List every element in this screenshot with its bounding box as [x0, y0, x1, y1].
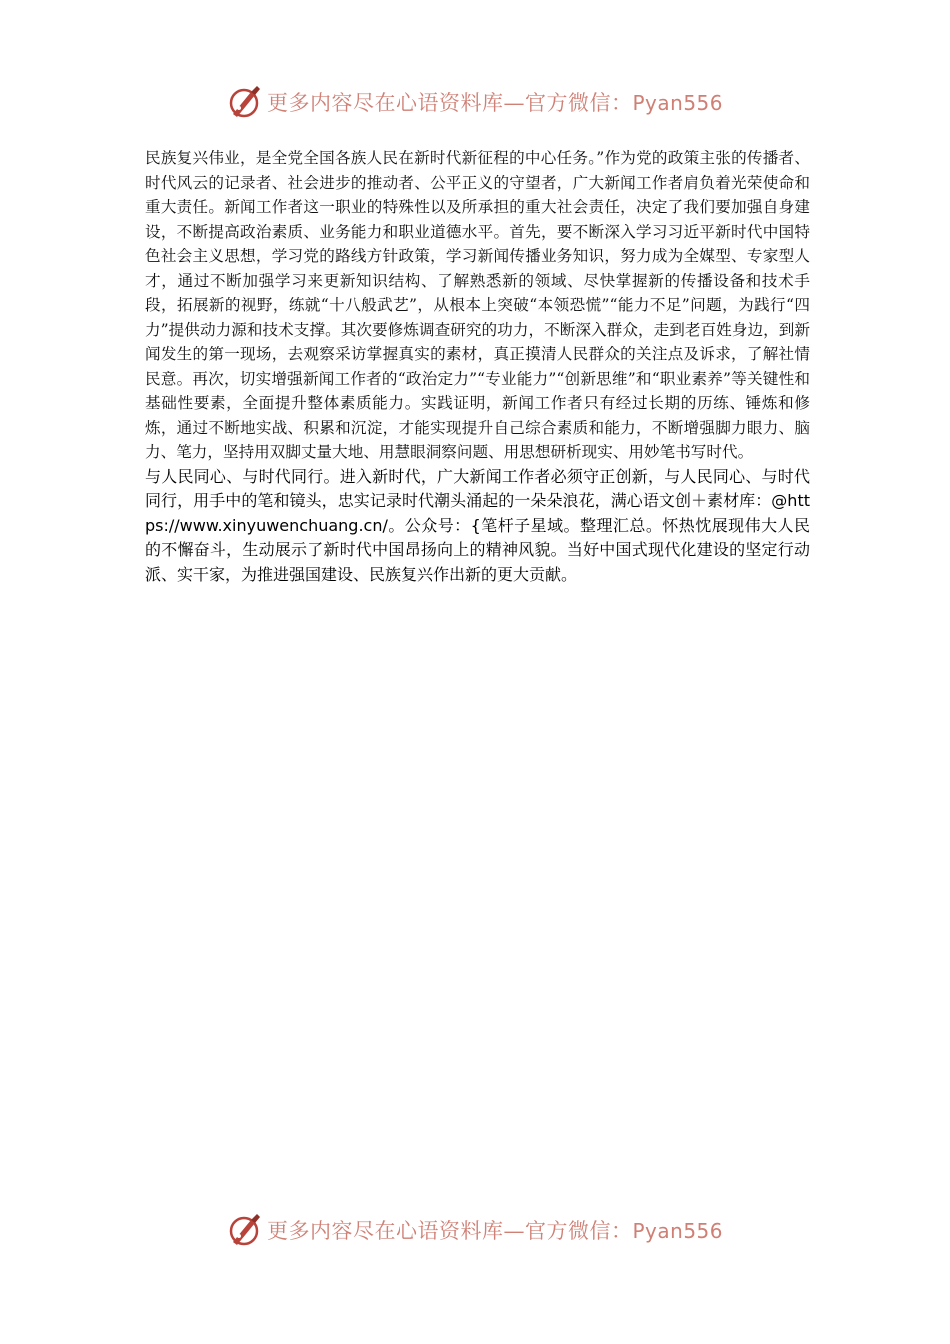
header-watermark-text: [267, 87, 723, 117]
footer-watermark-banner: [0, 1210, 950, 1250]
header-watermark-banner: [0, 82, 950, 122]
header-watermark-id: Pyan556: [632, 91, 723, 115]
footer-watermark-cn: 更多内容尽在心语资料库—官方微信：: [266, 1219, 633, 1243]
body-paragraph-1: 民族复兴伟业，是全党全国各族人民在新时代新征程的中心任务。”作为党的政策主张的传播者、时代风云的记录者、社会进步的推动者、公平正义的守望者，广大新闻工作者肩负着光荣使命和重大责任。新闻工作者这一职业的特殊性以及所承担的重大社会责任，决定了我们要加强自身建设，不断提高政治素质、业务能力和职业道德水平。首先，要不断深入学习习近平新时代中国特色社会主义思想，学习党的路线方针政策，学习新闻传播业务知识，努力成为全媒型、专家型人才，通过不断加强学习来更新知识结构、了解熟悉新的领域、尽快掌握新的传播设备和技术手段，拓展新的视野，练就“十八般武艺”，从根本上突破“本领恐慌”“能力不足”问题，为践行“四力”提供动力源和技术支撑。其次要修炼调查研究的功力，不断深入群众，走到老百姓身边，到新闻发生的第一现场，去观察采访掌握真实的素材，真正摸清人民群众的关注点及诉求，了解社情民意。再次，切实增强新闻工作者的“政治定力”“专业能力”“创新思维”和“职业素养”等关键性和基础性要素，全面提升整体素质能力。实践证明，新闻工作者只有经过长期的历练、锤炼和修炼，通过不断地实战、积累和沉淀，才能实现提升自己综合素质和能力，不断增强脚力眼力、脑力、笔力，坚持用双脚丈量大地、用慧眼洞察问题、用思想研析现实、用妙笔书写时代。: [145, 149, 810, 461]
footer-watermark-text: [267, 1215, 723, 1245]
document-body: [145, 146, 810, 587]
body-paragraph-2: 与人民同心、与时代同行。进入新时代，广大新闻工作者必须守正创新，与人民同心、与时代同行，用手中的笔和镜头，忠实记录时代潮头涌起的一朵朵浪花，满心语文创＋素材库：@https://www.xinyuwenchuang.cn/。公众号：{笔杆子星域。整理汇总。怀热忱展现伟大人民的不懈奋斗，生动展示了新时代中国昂扬向上的精神风貌。当好中国式现代化建设的坚定行动派、实干家，为推进强国建设、民族复兴作出新的更大贡献。: [145, 466, 810, 584]
footer-watermark-id: Pyan556: [632, 1219, 723, 1243]
pen-logo-icon: [227, 1212, 263, 1248]
pen-logo-icon: [227, 84, 263, 120]
header-watermark-cn: 更多内容尽在心语资料库—官方微信：: [266, 91, 633, 115]
